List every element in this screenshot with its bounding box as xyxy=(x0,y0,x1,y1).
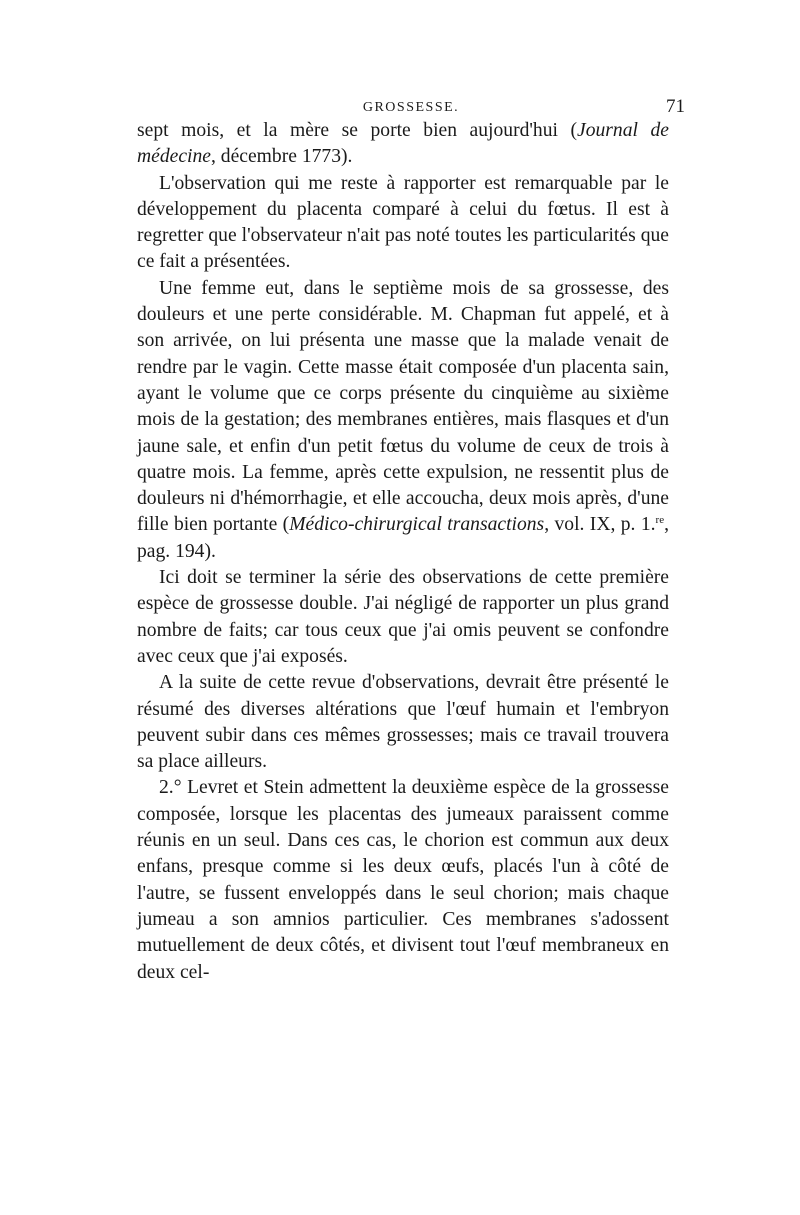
text-run: L'observation qui me reste à rapporter est remarquable par le développement du placenta comparé à celui du fœtus. Il est à regretter que l'observateur n'ait pas noté toutes les particularités que ce fait a présentées. xyxy=(137,172,669,273)
paragraph xyxy=(137,775,669,985)
text-run: sept mois, et la mère se porte bien aujourd'hui ( xyxy=(137,120,578,141)
text-run: , vol. IX, p. 1. xyxy=(544,514,656,536)
text-run: , pag. 194). xyxy=(137,514,669,562)
text-run: A la suite de cette revue d'observations, devrait être présenté le résumé des diverses altérations que l'œuf humain et l'embryon peuvent subir dans ces mêmes grossesses; mais ce travail trouvera sa place ailleurs. xyxy=(137,672,669,773)
italic-citation: Médico-chirurgical transactions xyxy=(289,514,545,536)
paragraph xyxy=(137,171,669,276)
text-run: Une femme eut, dans le septième mois de sa grossesse, des douleurs et une perte considérable. M. Chapman fut appelé, et à son arrivée, on lui présenta une masse que la malade venait de rendre par le vagin. Cette masse était composée d'un placenta sain, ayant le volume que ce corps présente du cinquième au sixième mois de la gestation; des membranes entières, mais flasques et d'un jaune sale, et enfin d'un petit fœtus du volume de ceux de trois à quatre mois. La femme, après cette expulsion, ne ressentit plus de douleurs ni d'hémorrhagie, et elle accoucha, deux mois après, d'une fille bien portante ( xyxy=(137,277,669,536)
paragraph xyxy=(137,670,669,775)
italic-citation: Journal de médecine xyxy=(137,120,669,168)
running-head xyxy=(137,96,685,120)
text-run: , décembre 1773). xyxy=(210,146,353,168)
paragraph xyxy=(137,276,669,565)
paragraph xyxy=(137,565,669,670)
superscript: re xyxy=(655,514,665,527)
page-number: 71 xyxy=(666,96,685,117)
text-run: 2.° Levret et Stein admettent la deuxième espèce de la grossesse composée, lorsque les placentas des jumeaux paraissent comme réunis en un seul. Dans ces cas, le chorion est commun aux deux enfans, presque comme si les deux œufs, placés l'un à côté de l'autre, se fussent enveloppés dans le seul chorion; mais chaque jumeau a son amnios particulier. Ces membranes s'adossent mutuellement de deux côtés, et divisent tout l'œuf membraneux en deux cel- xyxy=(137,777,669,983)
text-run: Ici doit se terminer la série des observations de cette première espèce de grossesse double. J'ai négligé de rapporter un plus grand nombre de faits; car tous ceux que j'ai omis peuvent se confondre avec ceux que j'ai exposés. xyxy=(137,567,669,667)
body-text xyxy=(137,118,669,986)
paragraph xyxy=(137,118,669,171)
running-title: GROSSESSE. xyxy=(362,100,460,115)
